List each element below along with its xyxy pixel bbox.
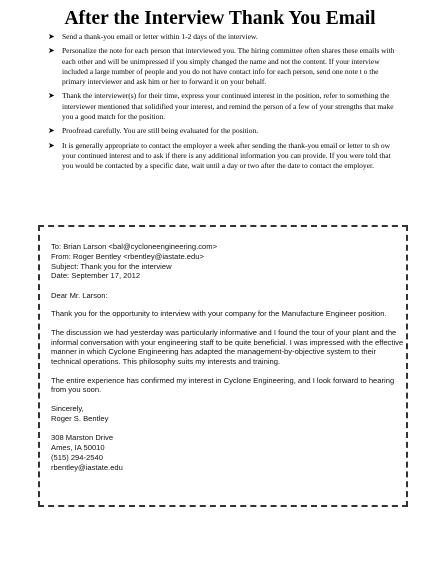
email-paragraph: The entire experience has confirmed my interest in Cyclone Engineering, and I look forward to hearing from you soon. <box>51 375 395 395</box>
email-paragraph: The discussion we had yesterday was particularly informative and I found the tour of your plant and the informal conversation with your engineering staff to be quite beneficial. I was impressed with the effective manner in which Cyclone Engineering has adapted the management-by-objective system to their technical operations. This philosophy suits my interests and training. <box>51 327 404 367</box>
tip-text: Proofread carefully. You are still being evaluated for the position. <box>62 126 259 136</box>
tip-item <box>48 140 402 172</box>
email-subject: Subject: Thank you for the interview <box>51 261 172 271</box>
arrow-bullet-icon: ➤ <box>48 91 55 101</box>
email-to: To: Brian Larson <bal@cycloneengineering.com> <box>51 242 218 251</box>
tip-text: Personalize the note for each person that interviewed you. The hiring committee often shares these emails with each other and will be unimpressed if you simply changed the name and not the content. If your interview included a large number of people and you do not have contact info for each person, send one note t o the primary interviewer and ask him or her to forward it on your behalf. <box>62 46 395 86</box>
document-title: After the Interview Thank You Email <box>64 8 376 29</box>
email-signature: Roger S. Bentley <box>51 413 109 423</box>
email-greeting: Dear Mr. Larson: <box>51 290 108 300</box>
arrow-bullet-icon: ➤ <box>48 126 55 136</box>
arrow-bullet-icon: ➤ <box>48 32 55 41</box>
address-line: Ames, IA 50010 <box>51 442 105 452</box>
email-paragraph: Thank you for the opportunity to interview with your company for the Manufacture Engineer position. <box>51 309 387 319</box>
email-closing: Sincerely, <box>51 403 84 413</box>
sample-email <box>51 242 406 472</box>
email-address: rbentley@iastate.edu <box>51 462 123 472</box>
arrow-bullet-icon: ➤ <box>48 46 55 56</box>
email-date: Date: September 17, 2012 <box>51 271 141 281</box>
arrow-bullet-icon: ➤ <box>48 140 55 150</box>
tip-text: It is generally appropriate to contact the employer a week after sending the thank-you email or letter to sh ow your continued interest and to ask if there is any additional information you can provide. If you were told that you would be contacted by a specific date, wait until a day or two after the date to contact the employer. <box>62 140 391 170</box>
email-from: From: Roger Bentley <rbentley@iastate.edu> <box>51 251 204 261</box>
tip-item <box>48 32 402 42</box>
tip-item <box>48 126 402 136</box>
tips-list <box>48 32 402 175</box>
tip-text: Thank the interviewer(s) for their time, express your continued interest in the position, refer to something the interviewer mentioned that solidified your interest, and remind the person of a few of your strengths that make you a good match for the position. <box>62 91 394 121</box>
phone-number: (515) 294-2540 <box>51 452 103 462</box>
tip-item <box>48 46 402 87</box>
tip-text: Send a thank-you email or letter within 1-2 days of the interview. <box>62 32 258 41</box>
tip-item <box>48 91 402 122</box>
address-line: 308 Marston Drive <box>51 433 114 443</box>
